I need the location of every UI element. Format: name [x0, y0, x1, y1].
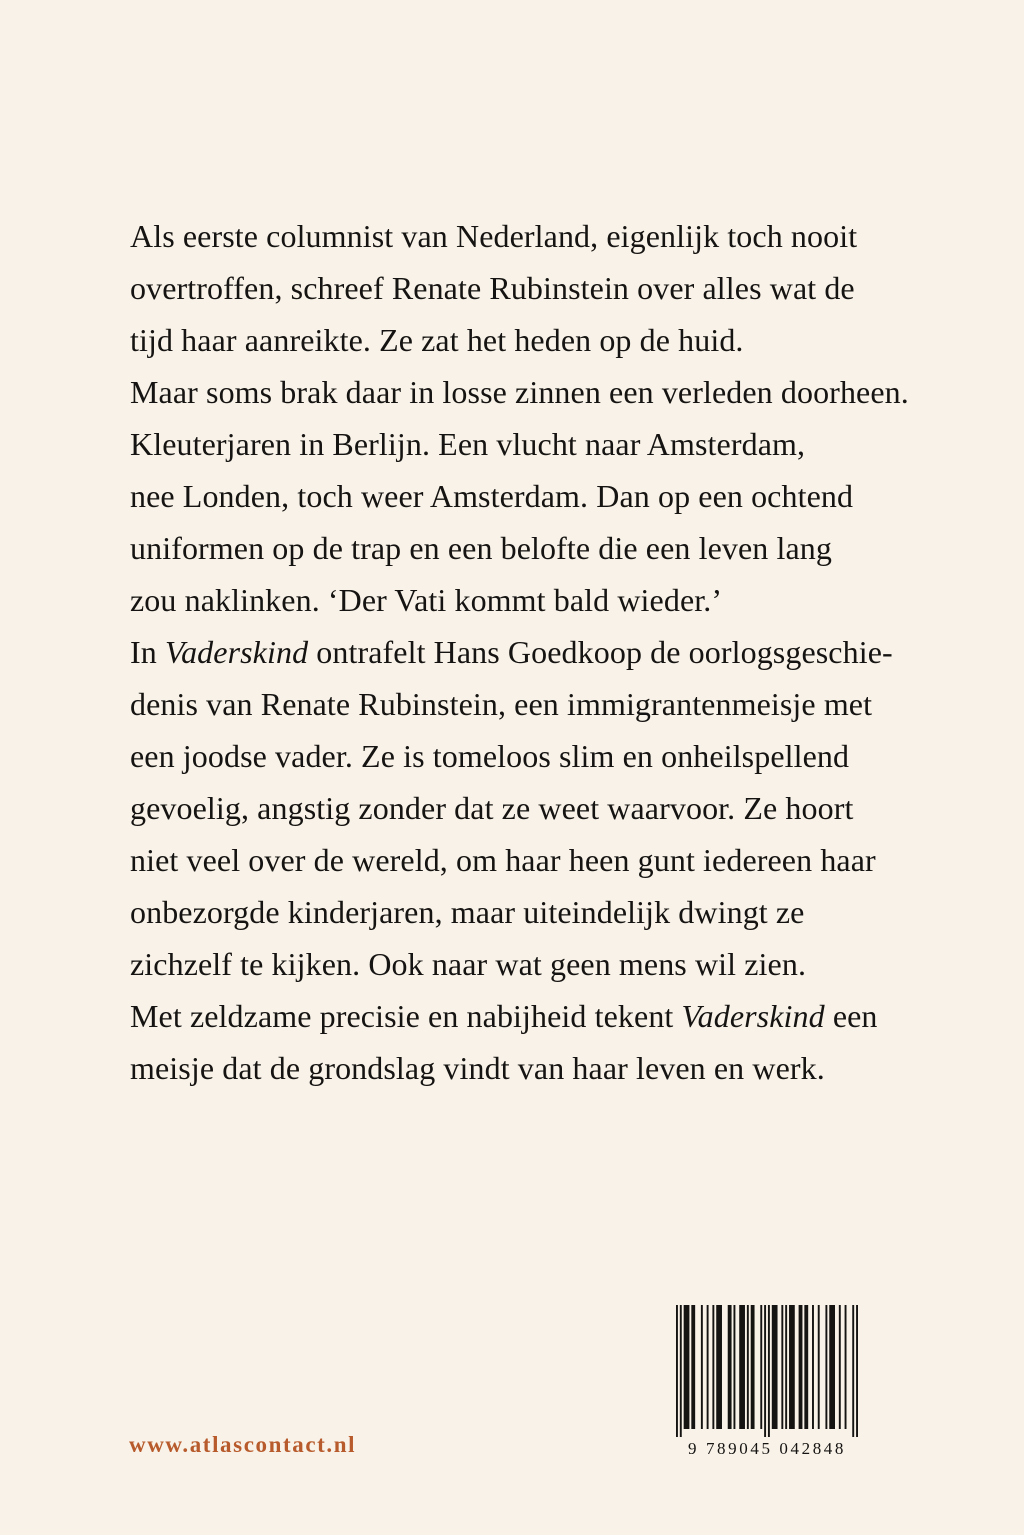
barcode-bar — [764, 1305, 766, 1437]
blurb-line: Maar soms brak daar in losse zinnen een verleden doorheen. — [130, 374, 909, 410]
barcode-bar — [804, 1305, 808, 1429]
barcode-bar — [747, 1305, 749, 1429]
blurb-line: niet veel over de wereld, om haar heen gunt iedereen haar — [130, 842, 876, 878]
barcode-bar — [789, 1305, 795, 1429]
barcode-bar — [856, 1305, 858, 1437]
blurb-line: onbezorgde kinderjaren, maar uiteindelijk dwingt ze — [130, 894, 805, 930]
barcode-bar — [772, 1305, 778, 1429]
barcode-bar — [691, 1305, 695, 1429]
barcode-bar — [707, 1305, 709, 1429]
barcode-bar — [768, 1305, 770, 1437]
book-title-italic: Vaderskind — [681, 998, 825, 1034]
barcode-bar — [781, 1305, 783, 1429]
blurb-line: een joodse vader. Ze is tomeloos slim en onheilspellend — [130, 738, 850, 774]
barcode-bar — [852, 1305, 854, 1437]
barcode-bar — [760, 1305, 762, 1429]
isbn-digits: 9 789045 042848 — [688, 1439, 846, 1458]
barcode-bar — [676, 1305, 678, 1437]
barcode-bar — [684, 1305, 690, 1429]
barcode-bar — [785, 1305, 787, 1429]
blurb-line: In Vaderskind ontrafelt Hans Goedkoop de oorlogsgeschie- — [130, 634, 893, 670]
blurb-line: zichzelf te kijken. Ook naar wat geen mens wil zien. — [130, 946, 807, 982]
barcode-bar — [680, 1305, 682, 1437]
blurb-line: nee Londen, toch weer Amsterdam. Dan op een ochtend — [130, 478, 854, 514]
publisher-website-link[interactable]: www.atlascontact.nl — [129, 1432, 357, 1457]
blurb-line: tijd haar aanreikte. Ze zat het heden op de huid. — [130, 322, 744, 358]
barcode-bar — [751, 1305, 755, 1429]
barcode-bar — [739, 1305, 745, 1429]
barcode-bar — [799, 1305, 803, 1429]
barcode-bar — [829, 1305, 835, 1429]
blurb-line: Met zeldzame precisie en nabijheid tekent Vaderskind een — [130, 998, 878, 1034]
barcode-bar — [845, 1305, 847, 1429]
barcode-bar — [716, 1305, 722, 1429]
blurb-line: uniformen op de trap en een belofte die een leven lang — [130, 530, 832, 566]
barcode-bar — [701, 1305, 703, 1429]
barcode-bar — [712, 1305, 714, 1429]
barcode-bar — [818, 1305, 820, 1429]
blurb-line: denis van Renate Rubinstein, een immigrantenmeisje met — [130, 686, 873, 722]
blurb-line: Als eerste columnist van Nederland, eigenlijk toch nooit — [130, 218, 858, 254]
barcode-bar — [825, 1305, 827, 1429]
barcode-bar — [812, 1305, 814, 1429]
blurb-line: zou naklinken. ‘Der Vati kommt bald wieder.’ — [130, 582, 723, 618]
blurb-line: gevoelig, angstig zonder dat ze weet waarvoor. Ze hoort — [130, 790, 854, 826]
book-title-italic: Vaderskind — [164, 634, 309, 670]
blurb-line: meisje dat de grondslag vindt van haar leven en werk. — [130, 1050, 825, 1086]
blurb-line: overtroffen, schreef Renate Rubinstein over alles wat de — [130, 270, 855, 306]
barcode-bars — [672, 1305, 862, 1437]
barcode-bar — [728, 1305, 732, 1429]
blurb-line: Kleuterjaren in Berlijn. Een vlucht naar Amsterdam, — [130, 426, 806, 462]
barcode-bar — [839, 1305, 841, 1429]
blurb-text — [130, 210, 960, 1094]
barcode-bar — [733, 1305, 735, 1429]
isbn-barcode — [672, 1305, 862, 1465]
